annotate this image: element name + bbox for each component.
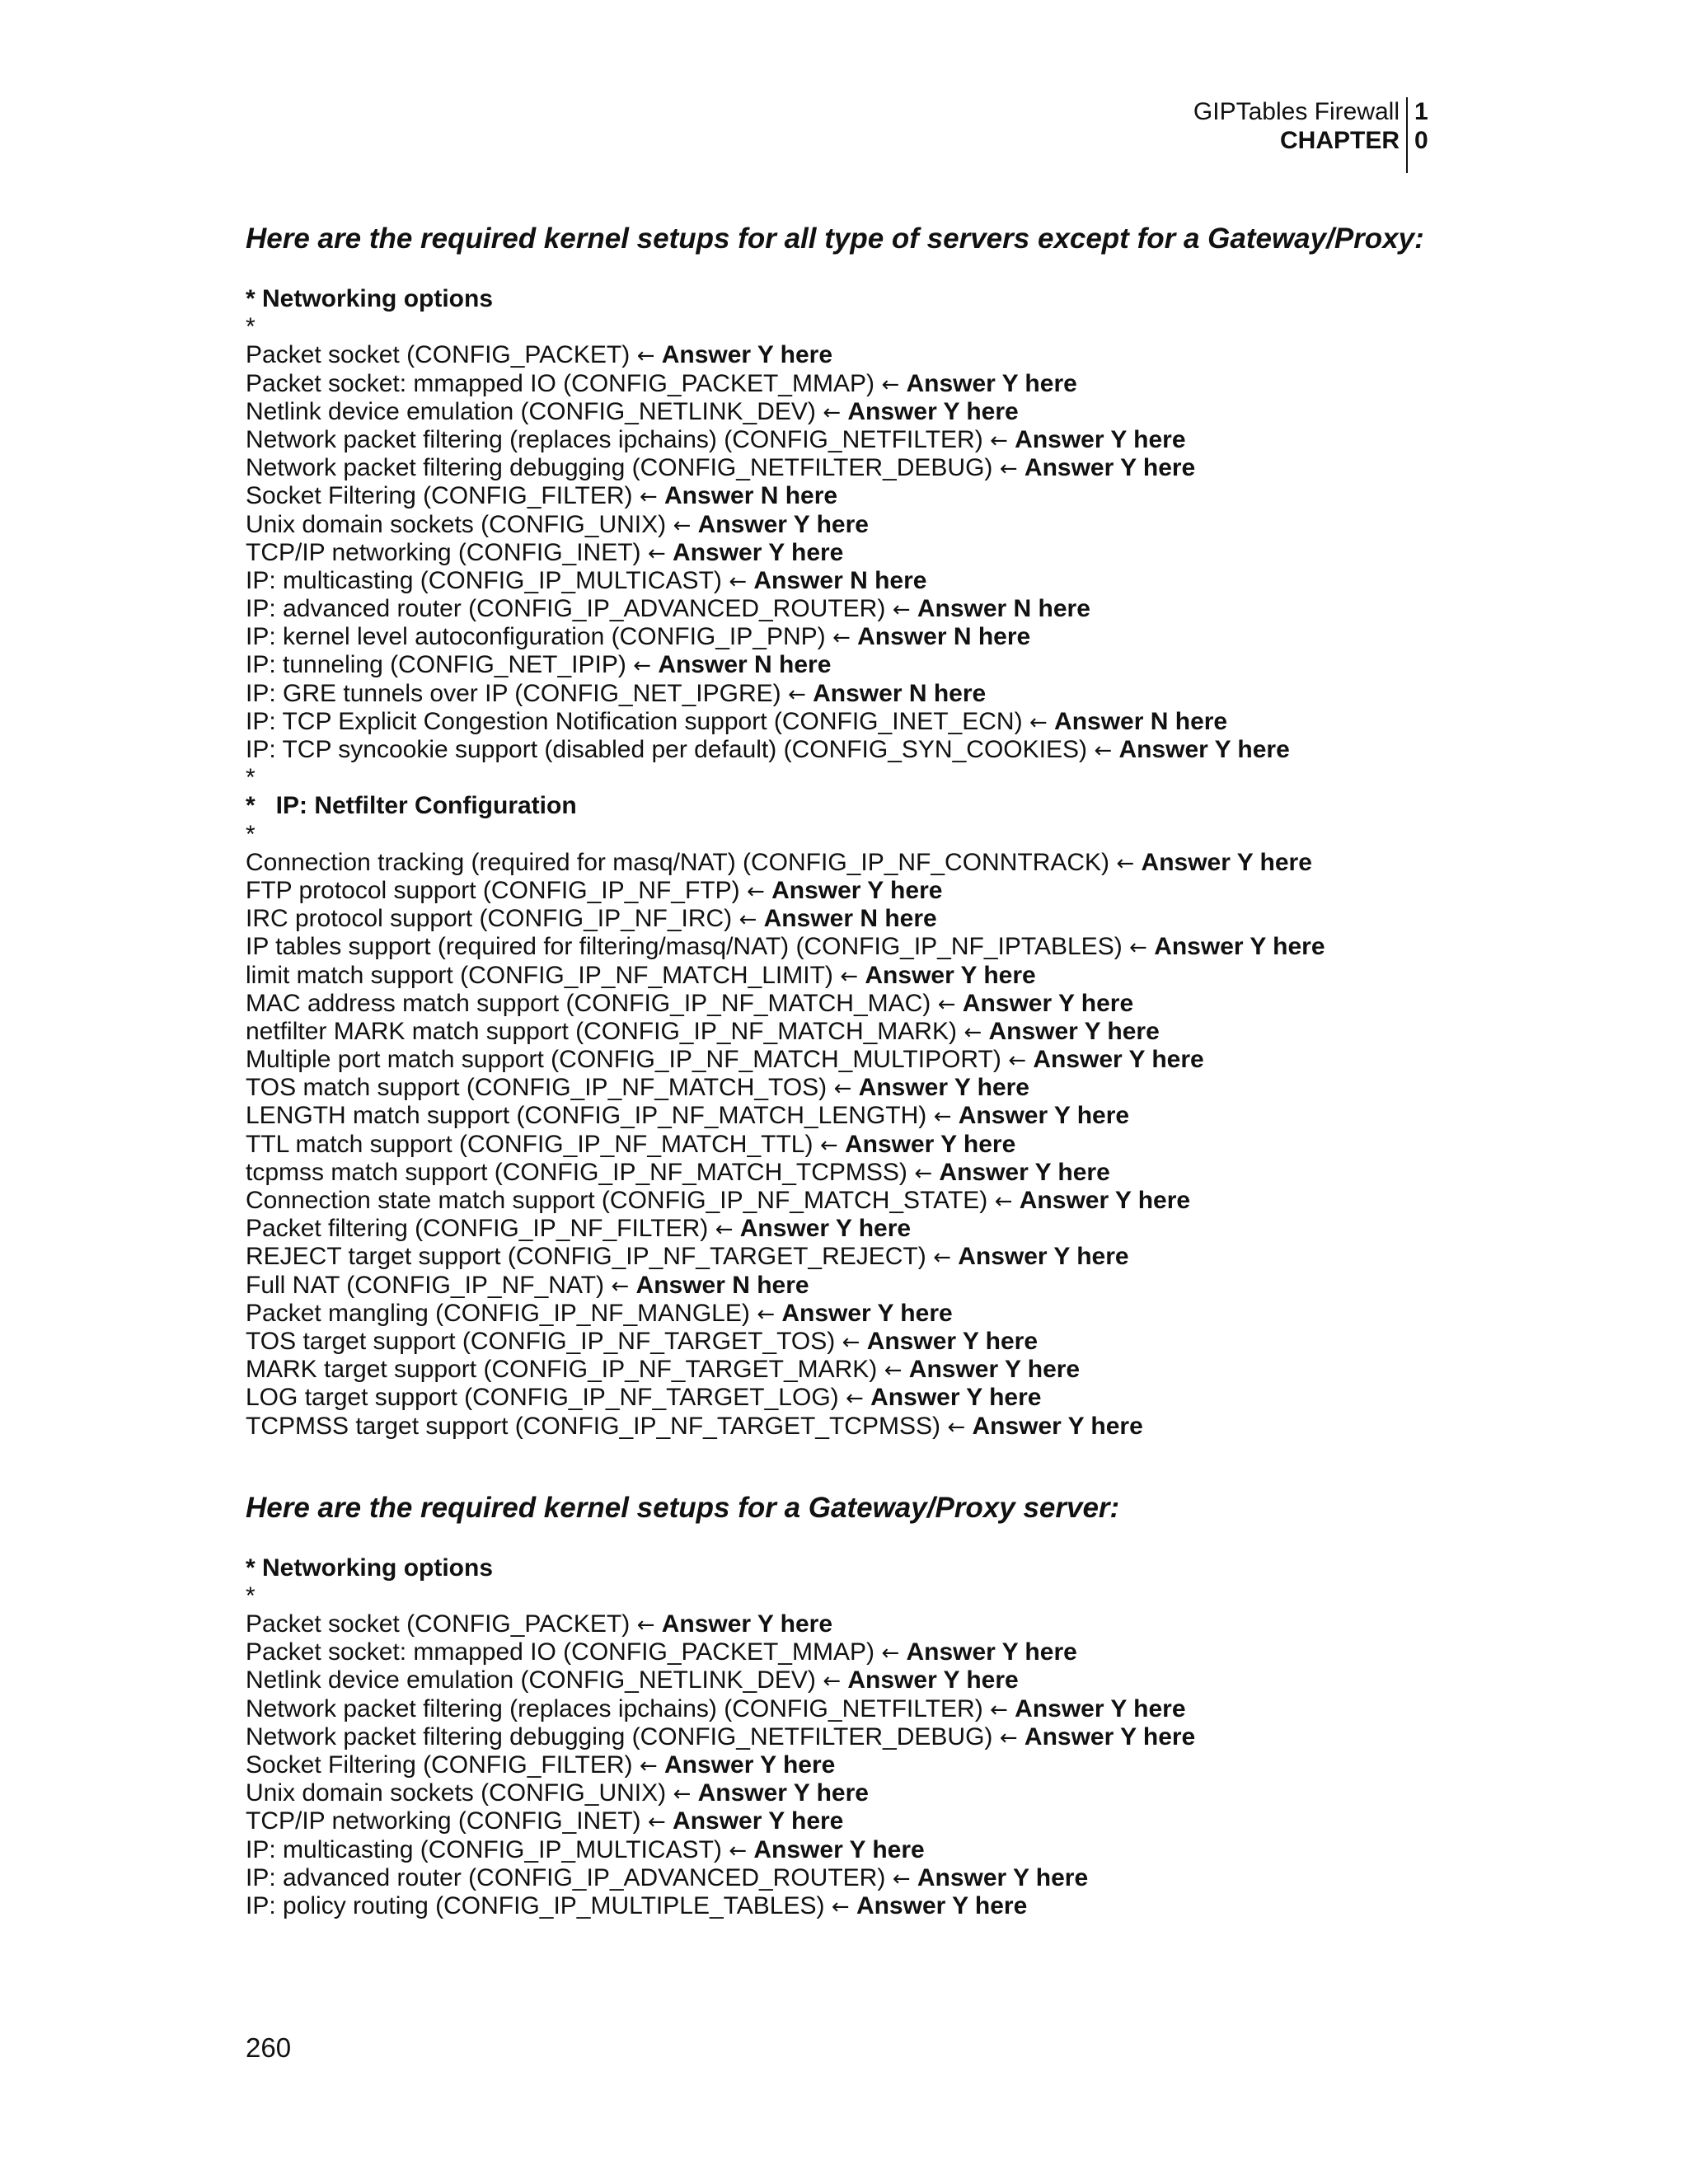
kernel-option-answer: Answer N here: [1054, 707, 1228, 735]
kernel-option-text: Connection tracking (required for masq/NAT) (CONFIG_IP_NF_CONNTRACK): [246, 848, 1110, 876]
kernel-option-text: Packet filtering (CONFIG_IP_NF_FILTER): [246, 1215, 709, 1243]
left-arrow-icon: ←: [999, 457, 1018, 482]
left-arrow-icon: ←: [990, 428, 1008, 453]
networking-options-title: * Networking options: [246, 285, 493, 312]
section-spacer: [246, 1441, 1449, 1492]
left-arrow-icon: ←: [633, 654, 651, 679]
running-head-text: [1193, 97, 1400, 155]
kernel-option-text: Unix domain sockets (CONFIG_UNIX): [246, 1779, 667, 1807]
kernel-option-answer: Answer Y here: [908, 1356, 1081, 1384]
kernel-option-text: Netlink device emulation (CONFIG_NETLINK_DEV): [246, 397, 816, 425]
kernel-option-text: IRC protocol support (CONFIG_IP_NF_IRC): [246, 905, 733, 933]
left-arrow-icon: ←: [1029, 710, 1048, 735]
kernel-option-line: [246, 1159, 1449, 1187]
kernel-option-answer: Answer Y here: [958, 1243, 1129, 1271]
section-heading-all-servers: Here are the required kernel setups for all type of servers except for a Gateway/Proxy:: [246, 223, 1424, 255]
left-arrow-icon: ←: [639, 1754, 658, 1779]
kernel-option-line: [246, 1864, 1449, 1892]
kernel-option-answer: Answer Y here: [870, 1384, 1042, 1412]
kernel-option-answer: Answer Y here: [847, 1666, 1019, 1694]
kernel-option-answer: Answer N here: [813, 679, 987, 707]
kernel-option-answer: Answer N here: [753, 566, 927, 594]
left-arrow-icon: ←: [914, 1160, 933, 1186]
kernel-options-block-all-servers: [246, 285, 1449, 1441]
kernel-option-text: Socket Filtering (CONFIG_FILTER): [246, 1751, 633, 1779]
kernel-option-answer: Answer Y here: [661, 341, 833, 369]
kernel-option-line: [246, 1610, 1449, 1638]
netfilter-options-list: [246, 849, 1449, 1441]
kernel-option-text: IP tables support (required for filtering/masq/NAT) (CONFIG_IP_NF_IPTABLES): [246, 933, 1123, 961]
kernel-option-line: [246, 877, 1449, 905]
kernel-option-line: [246, 651, 1449, 679]
left-arrow-icon: ←: [832, 626, 851, 651]
kernel-option-answer: Answer Y here: [1033, 1046, 1204, 1074]
comment-star: *: [246, 313, 256, 341]
kernel-option-text: Packet socket (CONFIG_PACKET): [246, 1610, 631, 1638]
left-arrow-icon: ←: [933, 1245, 951, 1271]
kernel-option-answer: Answer N here: [664, 482, 838, 510]
kernel-option-answer: Answer Y here: [939, 1158, 1110, 1186]
kernel-option-line: [246, 482, 1449, 510]
kernel-option-answer: Answer N here: [763, 905, 937, 933]
networking-options-title: * Networking options: [246, 1554, 493, 1582]
kernel-option-answer: Answer N here: [635, 1271, 809, 1299]
kernel-option-answer: Answer Y here: [673, 1807, 844, 1835]
running-head-divider: [1406, 97, 1408, 173]
left-arrow-icon: ←: [840, 963, 859, 989]
kernel-option-answer: Answer Y here: [1118, 736, 1290, 763]
left-arrow-icon: ←: [787, 682, 806, 707]
kernel-option-line: [246, 623, 1449, 651]
kernel-option-text: MARK target support (CONFIG_IP_NF_TARGET_MARK): [246, 1356, 878, 1384]
kernel-option-text: IP: policy routing (CONFIG_IP_MULTIPLE_TABLES): [246, 1891, 825, 1919]
left-arrow-icon: ←: [990, 1697, 1008, 1722]
kernel-option-line: [246, 1215, 1449, 1243]
kernel-option-answer: Answer Y here: [1024, 454, 1196, 482]
left-arrow-icon: ←: [1129, 935, 1147, 961]
left-arrow-icon: ←: [892, 598, 911, 623]
left-arrow-icon: ←: [881, 1641, 900, 1666]
kernel-option-text: Packet mangling (CONFIG_IP_NF_MANGLE): [246, 1299, 750, 1327]
left-arrow-icon: ←: [964, 1019, 982, 1045]
kernel-option-answer: Answer Y here: [972, 1412, 1143, 1440]
page-number: 260: [246, 2032, 292, 2063]
left-arrow-icon: ←: [823, 1669, 842, 1694]
kernel-option-line: [246, 849, 1449, 877]
kernel-option-text: FTP protocol support (CONFIG_IP_NF_FTP): [246, 876, 740, 904]
left-arrow-icon: ←: [833, 1076, 852, 1102]
kernel-option-line: [246, 398, 1449, 426]
kernel-option-line: [246, 1300, 1449, 1328]
kernel-option-line: [246, 1751, 1449, 1779]
kernel-option-line: [246, 1102, 1449, 1130]
kernel-option-line: [246, 595, 1449, 623]
left-arrow-icon: ←: [746, 879, 765, 904]
kernel-option-text: TCPMSS target support (CONFIG_IP_NF_TARGET_TCPMSS): [246, 1412, 940, 1440]
kernel-option-text: Netlink device emulation (CONFIG_NETLINK_DEV): [246, 1666, 816, 1694]
kernel-option-line: [246, 1046, 1449, 1074]
left-arrow-icon: ←: [715, 1217, 734, 1243]
kernel-option-text: Socket Filtering (CONFIG_FILTER): [246, 482, 633, 510]
kernel-option-line: [246, 1328, 1449, 1356]
kernel-option-line: [246, 454, 1449, 482]
kernel-option-text: Packet socket: mmapped IO (CONFIG_PACKET_MMAP): [246, 369, 874, 397]
kernel-option-text: IP: advanced router (CONFIG_IP_ADVANCED_ROUTER): [246, 1863, 886, 1891]
kernel-option-answer: Answer Y here: [917, 1863, 1089, 1891]
netfilter-config-title: * IP: Netfilter Configuration: [246, 792, 577, 820]
left-arrow-icon: ←: [831, 1894, 850, 1919]
kernel-option-answer: Answer Y here: [1015, 1694, 1186, 1722]
kernel-option-text: IP: GRE tunnels over IP (CONFIG_NET_IPGRE): [246, 679, 781, 707]
kernel-option-text: TTL match support (CONFIG_IP_NF_MATCH_TTL): [246, 1130, 814, 1158]
left-arrow-icon: ←: [819, 1132, 838, 1158]
kernel-option-answer: Answer Y here: [753, 1835, 925, 1863]
kernel-option-text: Packet socket: mmapped IO (CONFIG_PACKET_MMAP): [246, 1638, 874, 1666]
kernel-option-answer: Answer Y here: [1154, 933, 1325, 961]
kernel-option-text: TOS target support (CONFIG_IP_NF_TARGET_TOS): [246, 1327, 836, 1355]
kernel-option-text: IP: tunneling (CONFIG_NET_IPIP): [246, 651, 626, 679]
kernel-option-answer: Answer Y here: [858, 1074, 1029, 1102]
kernel-option-answer: Answer Y here: [739, 1215, 912, 1243]
kernel-option-text: Multiple port match support (CONFIG_IP_NF_MATCH_MULTIPORT): [246, 1046, 1001, 1074]
left-arrow-icon: ←: [729, 569, 748, 594]
kernel-option-answer: Answer Y here: [1024, 1722, 1196, 1750]
kernel-option-answer: Answer Y here: [664, 1751, 836, 1779]
kernel-option-text: LOG target support (CONFIG_IP_NF_TARGET_LOG): [246, 1384, 839, 1412]
left-arrow-icon: ←: [892, 1866, 911, 1891]
kernel-option-answer: Answer Y here: [856, 1891, 1028, 1919]
kernel-option-line: [246, 370, 1449, 398]
left-arrow-icon: ←: [823, 400, 842, 425]
kernel-option-line: [246, 1836, 1449, 1864]
kernel-option-text: IP: advanced router (CONFIG_IP_ADVANCED_ROUTER): [246, 595, 886, 623]
kernel-option-line: [246, 1243, 1449, 1271]
kernel-option-answer: Answer Y here: [697, 1779, 869, 1807]
kernel-option-text: IP: multicasting (CONFIG_IP_MULTICAST): [246, 566, 722, 594]
kernel-option-text: Network packet filtering (replaces ipchains) (CONFIG_NETFILTER): [246, 1694, 983, 1722]
kernel-option-answer: Answer Y here: [1015, 425, 1186, 453]
left-arrow-icon: ←: [636, 344, 655, 369]
left-arrow-icon: ←: [842, 1329, 860, 1355]
left-arrow-icon: ←: [884, 1358, 903, 1384]
left-arrow-icon: ←: [1116, 851, 1135, 876]
chapter-number-digit-1: 1: [1414, 98, 1428, 125]
left-arrow-icon: ←: [846, 1386, 864, 1412]
left-arrow-icon: ←: [947, 1414, 966, 1440]
kernel-option-line: [246, 341, 1449, 369]
kernel-option-text: MAC address match support (CONFIG_IP_NF_MATCH_MAC): [246, 989, 931, 1017]
kernel-option-line: [246, 1384, 1449, 1412]
kernel-option-line: [246, 1695, 1449, 1723]
left-arrow-icon: ←: [673, 513, 692, 538]
left-arrow-icon: ←: [937, 991, 956, 1017]
kernel-option-line: [246, 990, 1449, 1018]
kernel-option-answer: Answer N here: [917, 595, 1090, 623]
left-arrow-icon: ←: [729, 1838, 748, 1863]
networking-options-list: [246, 341, 1449, 764]
kernel-option-line: [246, 1356, 1449, 1384]
kernel-option-text: limit match support (CONFIG_IP_NF_MATCH_LIMIT): [246, 961, 833, 989]
kernel-option-text: Packet socket (CONFIG_PACKET): [246, 341, 631, 369]
kernel-option-answer: Answer Y here: [962, 989, 1134, 1017]
kernel-option-line: [246, 1723, 1449, 1751]
kernel-option-answer: Answer Y here: [673, 538, 844, 566]
kernel-option-answer: Answer Y here: [781, 1299, 953, 1327]
kernel-option-answer: Answer Y here: [1019, 1187, 1191, 1214]
left-arrow-icon: ←: [999, 1725, 1018, 1750]
left-arrow-icon: ←: [738, 907, 757, 933]
kernel-option-line: [246, 680, 1449, 708]
kernel-option-text: IP: multicasting (CONFIG_IP_MULTICAST): [246, 1835, 722, 1863]
kernel-option-line: [246, 1638, 1449, 1666]
left-arrow-icon: ←: [1008, 1048, 1027, 1074]
kernel-option-line: [246, 736, 1449, 764]
kernel-option-text: Network packet filtering (replaces ipchains) (CONFIG_NETFILTER): [246, 425, 983, 453]
kernel-option-answer: Answer N here: [658, 651, 832, 679]
left-arrow-icon: ←: [636, 1613, 655, 1638]
kernel-option-line: [246, 962, 1449, 990]
kernel-option-text: IP: kernel level autoconfiguration (CONFIG_IP_PNP): [246, 623, 826, 651]
kernel-option-text: LENGTH match support (CONFIG_IP_NF_MATCH_LENGTH): [246, 1102, 927, 1130]
comment-star: *: [246, 1582, 256, 1610]
kernel-option-answer: Answer Y here: [866, 1327, 1039, 1355]
left-arrow-icon: ←: [933, 1104, 952, 1130]
kernel-option-answer: Answer Y here: [906, 369, 1077, 397]
left-arrow-icon: ←: [673, 1782, 692, 1807]
kernel-option-line: [246, 511, 1449, 539]
kernel-option-line: [246, 539, 1449, 567]
left-arrow-icon: ←: [647, 541, 666, 566]
kernel-option-line: [246, 1131, 1449, 1159]
comment-star: *: [246, 764, 256, 792]
kernel-option-text: tcpmss match support (CONFIG_IP_NF_MATCH_TCPMSS): [246, 1158, 907, 1186]
kernel-option-text: Full NAT (CONFIG_IP_NF_NAT): [246, 1271, 605, 1299]
left-arrow-icon: ←: [1094, 738, 1113, 763]
kernel-option-line: [246, 426, 1449, 454]
page-content: [246, 223, 1449, 1920]
left-arrow-icon: ←: [639, 485, 658, 510]
kernel-option-text: TCP/IP networking (CONFIG_INET): [246, 1807, 641, 1835]
kernel-option-line: [246, 905, 1449, 933]
kernel-option-answer: Answer Y here: [847, 397, 1019, 425]
kernel-option-answer: Answer Y here: [771, 876, 943, 904]
kernel-option-answer: Answer Y here: [906, 1638, 1077, 1666]
kernel-option-text: netfilter MARK match support (CONFIG_IP_NF_MATCH_MARK): [246, 1017, 957, 1045]
kernel-option-answer: Answer Y here: [958, 1102, 1130, 1130]
kernel-option-line: [246, 1413, 1449, 1441]
kernel-option-line: [246, 708, 1449, 736]
kernel-option-text: IP: TCP Explicit Congestion Notification support (CONFIG_INET_ECN): [246, 707, 1023, 735]
kernel-option-line: [246, 1779, 1449, 1807]
chapter-number-digit-2: 0: [1414, 127, 1428, 154]
kernel-option-line: [246, 1018, 1449, 1046]
kernel-option-text: REJECT target support (CONFIG_IP_NF_TARGET_REJECT): [246, 1243, 926, 1271]
running-head-chapter-label: CHAPTER: [1279, 127, 1400, 154]
kernel-option-answer: Answer Y here: [697, 510, 869, 538]
kernel-option-text: TOS match support (CONFIG_IP_NF_MATCH_TOS): [246, 1074, 828, 1102]
kernel-option-line: [246, 1666, 1449, 1694]
kernel-option-answer: Answer Y here: [865, 961, 1036, 989]
running-head-chapter-number: [1414, 97, 1428, 155]
left-arrow-icon: ←: [994, 1189, 1013, 1214]
kernel-option-text: Network packet filtering debugging (CONFIG_NETFILTER_DEBUG): [246, 454, 993, 482]
kernel-option-line: [246, 1074, 1449, 1102]
kernel-option-line: [246, 1892, 1449, 1920]
kernel-option-line: [246, 1187, 1449, 1215]
kernel-option-line: [246, 1272, 1449, 1300]
running-head-title: GIPTables Firewall: [1193, 98, 1400, 125]
left-arrow-icon: ←: [881, 372, 900, 397]
kernel-option-text: Connection state match support (CONFIG_IP_NF_MATCH_STATE): [246, 1187, 988, 1214]
kernel-option-line: [246, 1807, 1449, 1835]
kernel-option-answer: Answer Y here: [844, 1130, 1016, 1158]
networking-options-list: [246, 1610, 1449, 1920]
section-heading-gateway-proxy: Here are the required kernel setups for a Gateway/Proxy server:: [246, 1491, 1120, 1524]
left-arrow-icon: ←: [757, 1301, 775, 1327]
comment-star: *: [246, 820, 256, 848]
kernel-option-text: Unix domain sockets (CONFIG_UNIX): [246, 510, 667, 538]
kernel-option-line: [246, 567, 1449, 595]
kernel-option-answer: Answer Y here: [661, 1610, 833, 1638]
kernel-option-answer: Answer Y here: [1141, 848, 1312, 876]
left-arrow-icon: ←: [647, 1810, 666, 1835]
kernel-option-text: Network packet filtering debugging (CONFIG_NETFILTER_DEBUG): [246, 1722, 993, 1750]
running-head: [1071, 97, 1428, 173]
kernel-options-block-gateway: [246, 1554, 1449, 1920]
kernel-option-text: IP: TCP syncookie support (disabled per default) (CONFIG_SYN_COOKIES): [246, 736, 1087, 763]
left-arrow-icon: ←: [611, 1273, 630, 1299]
kernel-option-answer: Answer Y here: [988, 1017, 1160, 1045]
kernel-option-answer: Answer N here: [857, 623, 1031, 651]
kernel-option-text: TCP/IP networking (CONFIG_INET): [246, 538, 641, 566]
kernel-option-line: [246, 933, 1449, 961]
